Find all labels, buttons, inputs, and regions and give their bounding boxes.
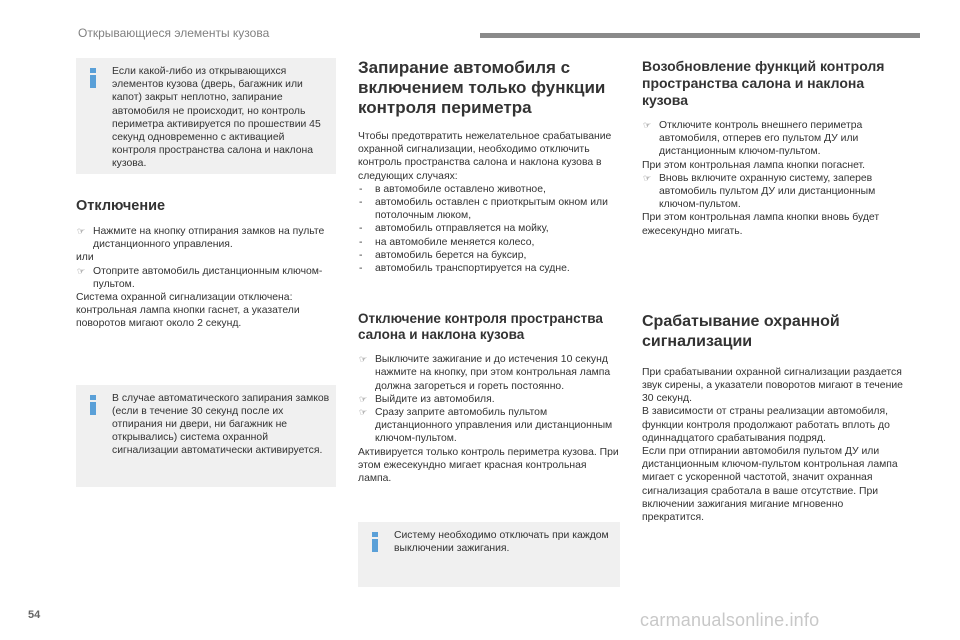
info-text: Систему необходимо отключать при каждом выключении зажигания. [394, 530, 609, 555]
pointing-finger-icon: ☞ [77, 265, 86, 276]
paragraph: Активируется только контроль периметра кузова. При этом ежесекундно мигает красная контрольная лампа. [358, 446, 619, 485]
column-2 [358, 58, 620, 587]
instruction-item: ☞ Сразу заприте автомобиль пультом дистанционного управления или дистанционным ключом-пультом. [359, 407, 613, 445]
paragraph: Чтобы предотвратить нежелательное срабатывание охранной сигнализации, необходимо отключить контроль пространства салона и наклона кузова в следующих случаях: [358, 131, 612, 182]
instruction-item: ☞ Выйдите из автомобиля. [359, 393, 495, 405]
info-box-auto-locking [76, 385, 336, 487]
paragraph: В зависимости от страны реализации автомобиля, функции контроля продолжают работать вплоть до одиннадцатого срабатывания подряд. [642, 406, 890, 444]
dash-marker: - [359, 183, 363, 195]
case-list-item: - автомобиль берется на буксир, [359, 249, 527, 261]
case-list-item: - автомобиль отправляется на мойку, [359, 223, 549, 235]
pointing-finger-icon: ☞ [359, 354, 368, 365]
or-text: или [76, 252, 94, 264]
instruction-item: ☞ Вновь включите охранную систему, заперев автомобиль пультом ДУ или дистанционным ключом-пультом. [643, 172, 876, 211]
header-rule [480, 33, 920, 38]
dash-marker: - [359, 263, 363, 275]
paragraph: При срабатывании охранной сигнализации раздается звук сирены, а указатели поворотов мигают в течение 30 секунд. [642, 366, 903, 405]
pointing-finger-icon: ☞ [359, 393, 368, 404]
instruction-item: ☞ Отоприте автомобиль дистанционным ключом-пультом. [77, 265, 323, 290]
info-icon [86, 395, 100, 415]
column-3 [642, 58, 904, 524]
section-heading-alarm-trigger: Срабатывание охранной сигнализации [642, 312, 840, 350]
dash-marker: - [359, 249, 363, 261]
section-heading-disarm: Отключение [76, 198, 166, 214]
info-icon [86, 68, 100, 88]
instruction-item: ☞ Выключите зажигание и до истечения 10 секунд нажмите на кнопку, при этом контрольная лампа должна загореться и гореть постоянно. [359, 354, 611, 392]
paragraph: При этом контрольная лампа кнопки погаснет. [642, 159, 866, 171]
case-list-item: - на автомобиле меняется колесо, [359, 236, 535, 248]
paragraph: При этом контрольная лампа кнопки вновь будет ежесекундно мигать. [642, 212, 880, 237]
pointing-finger-icon: ☞ [359, 407, 368, 418]
info-text: В случае автоматического запирания замков (если в течение 30 секунд после их отпирания ни двери, ни багажник не открывались) система охранной сигнализации автоматически активируется. [112, 392, 330, 457]
instruction-item: ☞ Отключите контроль внешнего периметра автомобиля, отперев его пультом ДУ или дистанционным ключом-пультом. [643, 120, 863, 158]
pointing-finger-icon: ☞ [77, 226, 86, 236]
page-number: 54 [28, 609, 41, 621]
watermark-text: carmanualsonline.info [640, 610, 820, 630]
instruction-item: ☞ Нажмите на кнопку отпирания замков на пульте дистанционного управления. [77, 226, 325, 251]
section-heading-disable-interior: Отключение контроля пространства салона и наклона кузова [358, 311, 603, 343]
paragraph: Если при отпирании автомобиля пультом ДУ или дистанционным ключом-пультом контрольная лампа мигает с ускоренной частотой, значит охранная сигнализация сработала в ваше отсутствие. При включении зажигания мигание мгновенно прекратится. [642, 446, 898, 524]
case-list-item: - в автомобиле оставлено животное, [359, 183, 546, 195]
paragraph: Система охранной сигнализации отключена: контрольная лампа кнопки гаснет, а указатели поворотов мигают около 2 секунд. [76, 292, 300, 330]
case-list-item: - автомобиль оставлен с приоткрытым окном или потолочным люком, [359, 197, 608, 222]
pointing-finger-icon: ☞ [643, 172, 652, 183]
pointing-finger-icon: ☞ [643, 120, 652, 130]
section-heading-restore: Возобновление функций контроля пространства салона и наклона кузова [642, 58, 885, 108]
info-text: Если какой-либо из открывающихся элементов кузова (дверь, багажник или капот) закрыт неплотно, запирание автомобиля не происходит, но контроль периметра активируется по прошествии 45 секунд одновременно с активацией контроля пространства салона и наклона кузова. [112, 66, 321, 170]
column-1 [76, 58, 336, 487]
dash-marker: - [359, 223, 363, 235]
dash-marker: - [359, 236, 363, 248]
info-box-unlocked-opening [76, 58, 336, 174]
info-icon [368, 532, 382, 552]
header-title: Открывающиеся элементы кузова [78, 26, 270, 40]
section-heading-perimeter-only: Запирание автомобиля с включением только функции контроля периметра [358, 58, 606, 117]
case-list [358, 183, 620, 275]
info-box-disable-each-time [358, 522, 620, 587]
case-list-item: - автомобиль транспортируется на судне. [359, 263, 570, 275]
dash-marker: - [359, 197, 363, 209]
